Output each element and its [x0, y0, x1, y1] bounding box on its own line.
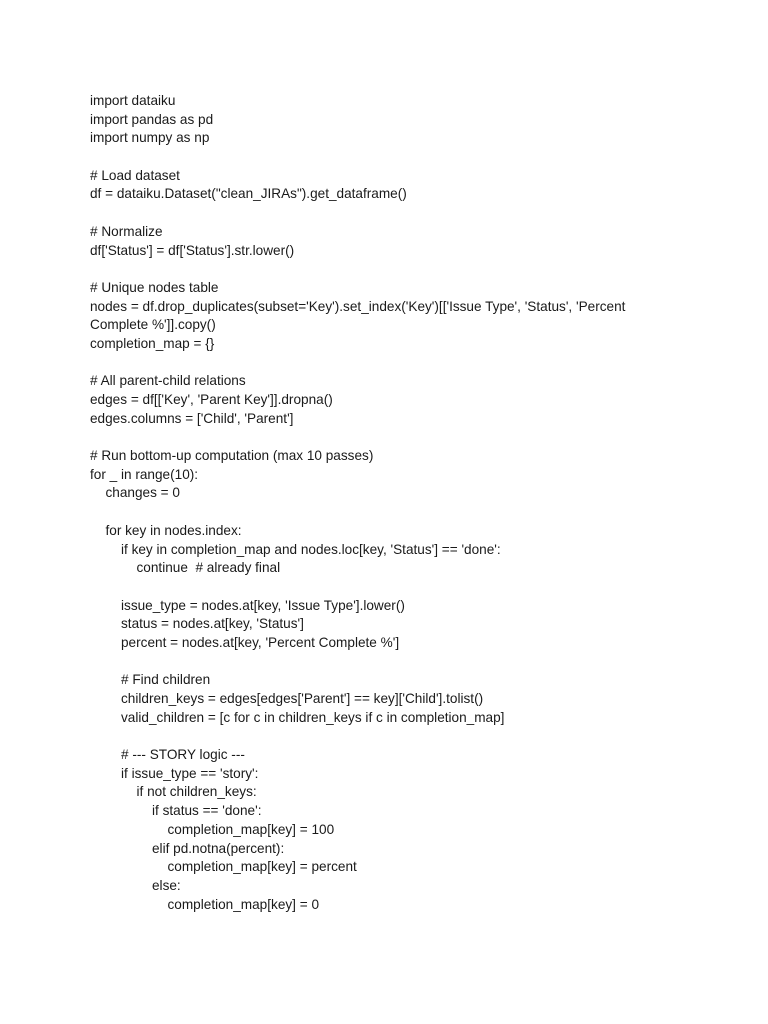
blank-line: [90, 148, 690, 167]
code-line: children_keys = edges[edges['Parent'] == key]['Child'].tolist(): [121, 691, 484, 706]
code-line: df = dataiku.Dataset("clean_JIRAs").get_dataframe(): [90, 186, 407, 202]
blank-line: [90, 354, 690, 373]
code-line: nodes = df.drop_duplicates(subset='Key').set_index('Key')[['Issue Type', 'Status', 'Percent: [90, 298, 626, 314]
code-line: completion_map[key] = percent: [167, 859, 357, 875]
blank-line: [90, 204, 690, 223]
code-comment: # Unique nodes table: [90, 279, 219, 295]
blank-line: [90, 578, 690, 597]
code-comment: # Load dataset: [90, 167, 180, 183]
code-line: completion_map = {}: [90, 335, 215, 351]
code-line: for key in nodes.index:: [105, 522, 242, 538]
code-line: Complete %']].copy(): [90, 317, 216, 333]
code-line: edges.columns = ['Child', 'Parent']: [90, 410, 294, 426]
code-line: status = nodes.at[key, 'Status']: [121, 616, 304, 632]
code-line: issue_type = nodes.at[key, 'Issue Type'].lower(): [121, 597, 405, 613]
code-line: import dataiku: [90, 93, 176, 108]
code-line: import pandas as pd: [90, 111, 214, 127]
document-page: [90, 92, 690, 914]
code-line: continue # already final: [136, 560, 281, 576]
code-line: elif pd.notna(percent):: [152, 840, 285, 856]
code-line: import numpy as np: [90, 130, 210, 146]
code-line: for _ in range(10):: [90, 466, 199, 482]
blank-line: [90, 653, 690, 672]
code-line: if status == 'done':: [152, 803, 262, 819]
code-line: if not children_keys:: [136, 784, 257, 800]
code-comment: # Normalize: [90, 223, 163, 239]
code-comment: # Find children: [121, 672, 211, 688]
code-line: percent = nodes.at[key, 'Percent Complete %']: [121, 634, 400, 650]
code-line: changes = 0: [105, 485, 180, 501]
code-line: else:: [152, 877, 181, 893]
code-comment: # All parent-child relations: [90, 373, 246, 389]
code-line: df['Status'] = df['Status'].str.lower(): [90, 242, 295, 258]
code-line: valid_children = [c for c in children_keys if c in completion_map]: [121, 709, 505, 725]
blank-line: [90, 727, 690, 746]
code-comment: # --- STORY logic ---: [121, 747, 245, 763]
code-comment: # Run bottom-up computation (max 10 passes): [90, 448, 374, 464]
code-line: if issue_type == 'story':: [121, 765, 259, 781]
code-line: edges = df[['Key', 'Parent Key']].dropna(): [90, 392, 333, 407]
code-line: completion_map[key] = 100: [167, 821, 335, 837]
blank-line: [90, 503, 690, 522]
code-line: completion_map[key] = 0: [167, 896, 320, 912]
code-line: if key in completion_map and nodes.loc[key, 'Status'] == 'done':: [121, 541, 501, 557]
blank-line: [90, 428, 690, 447]
blank-line: [90, 260, 690, 279]
